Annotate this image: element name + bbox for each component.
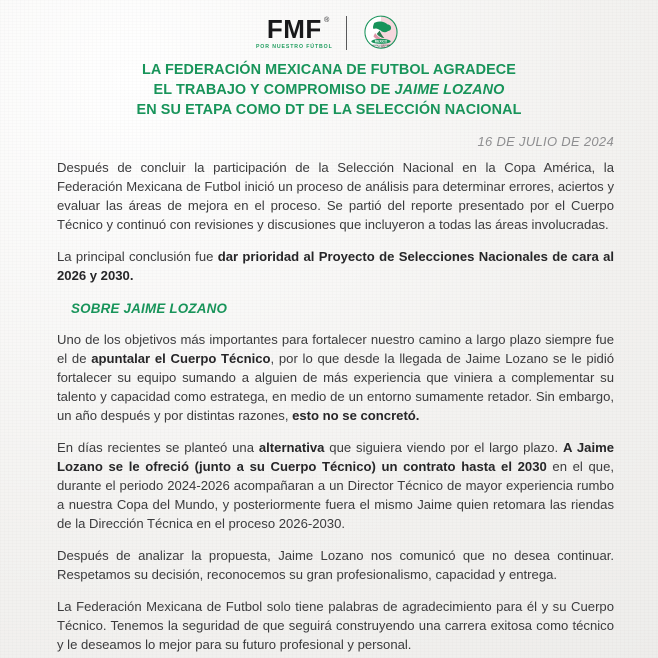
paragraph-2 — [57, 248, 614, 286]
release-body — [57, 159, 614, 655]
logo-divider — [346, 16, 347, 50]
paragraph-4-emphasis-1: alternativa — [258, 439, 325, 455]
paragraph-2-emphasis: dar prioridad al Proyecto de Selecciones Nacionales de cara al 2026 y 2030. — [57, 248, 614, 283]
paragraph-5: Después de analizar la propuesta, Jaime Lozano nos comunicó que no desea continuar. Respetamos su decisión, reconocemos su gran profesionalismo, capacidad y entrega. — [57, 547, 614, 582]
page-title — [0, 61, 658, 121]
fmf-logo — [255, 13, 333, 50]
paragraph-4 — [57, 439, 614, 534]
fmf-tagline: POR NUESTRO FÚTBOL — [255, 43, 333, 50]
logo-bar — [0, 0, 658, 52]
paragraph-3-prefix: Uno de los objetivos más importantes para fortalecer nuestro camino a largo plazo siempre fue el de — [57, 331, 614, 366]
svg-text:MEXICO: MEXICO — [374, 39, 388, 44]
paragraph-3 — [57, 331, 614, 426]
section-subheading: SOBRE JAIME LOZANO — [71, 300, 228, 316]
paragraph-4-middle-1: que siguiera viendo por el largo plazo. — [324, 439, 564, 455]
title-line-2-name: JAIME LOZANO — [394, 81, 505, 98]
paragraph-4-emphasis-2: A Jaime Lozano se le ofreció (junto a su Cuerpo Técnico) un contrato hasta el 2030 — [57, 439, 615, 474]
release-date: 16 DE JULIO DE 2024 — [477, 133, 614, 149]
title-line-2-prefix: EL TRABAJO Y COMPROMISO DE — [153, 81, 395, 98]
paragraph-4-middle-2: en el que, durante el periodo 2024-2026 acompañaran a un Director Técnico de mayor experiencia rumbo a nuestra Copa del Mundo, y posteriormente fuera el mismo Jaime quien retomara las riendas de la Dirección Técnica en el proceso 2026-2030. — [57, 458, 614, 531]
svg-text:FEDERACION MEXICANA: FEDERACION MEXICANA — [372, 45, 391, 47]
paragraph-3-emphasis-1: apuntalar el Cuerpo Técnico — [91, 350, 271, 366]
mexico-federation-crest-icon — [360, 12, 402, 54]
svg-text:DE FUTBOL: DE FUTBOL — [376, 47, 386, 49]
paragraph-4-prefix: En días recientes se planteó una — [57, 439, 259, 455]
paragraph-1: Después de concluir la participación de la Selección Nacional en la Copa América, la Federación Mexicana de Futbol inició un proceso de análisis para determinar errores, aciertos y evaluar las áreas de mejora en el proceso. Se partió del reporte presentado por el Cuerpo Técnico y continuó con revisiones y discusiones que incluyeron a todas las áreas involucradas. — [57, 159, 614, 232]
title-line-3: EN SU ETAPA COMO DT DE LA SELECCIÓN NACIONAL — [136, 101, 522, 118]
paragraph-3-middle: , por lo que desde la llegada de Jaime Lozano se le pidió fortalecer su equipo sumando a alguien de más experiencia que viniera a complementar su talento y capacidad como estratega, en medio de un entorno sumamente retador. Sin embargo, un año después y por distintas razones, — [57, 350, 615, 423]
paragraph-3-emphasis-2: esto no se concretó. — [292, 407, 420, 423]
paragraph-6: La Federación Mexicana de Futbol solo tiene palabras de agradecimiento para él y su Cuerpo Técnico. Tenemos la seguridad de que seguirá construyendo una carrera exitosa como técnico y le deseamos lo mejor para su futuro profesional y personal. — [57, 598, 614, 652]
paragraph-2-text: La principal conclusión fue — [57, 248, 218, 264]
fmf-wordmark: FMF ® — [267, 16, 322, 42]
title-line-1: LA FEDERACIÓN MEXICANA DE FUTBOL AGRADECE — [142, 62, 516, 78]
